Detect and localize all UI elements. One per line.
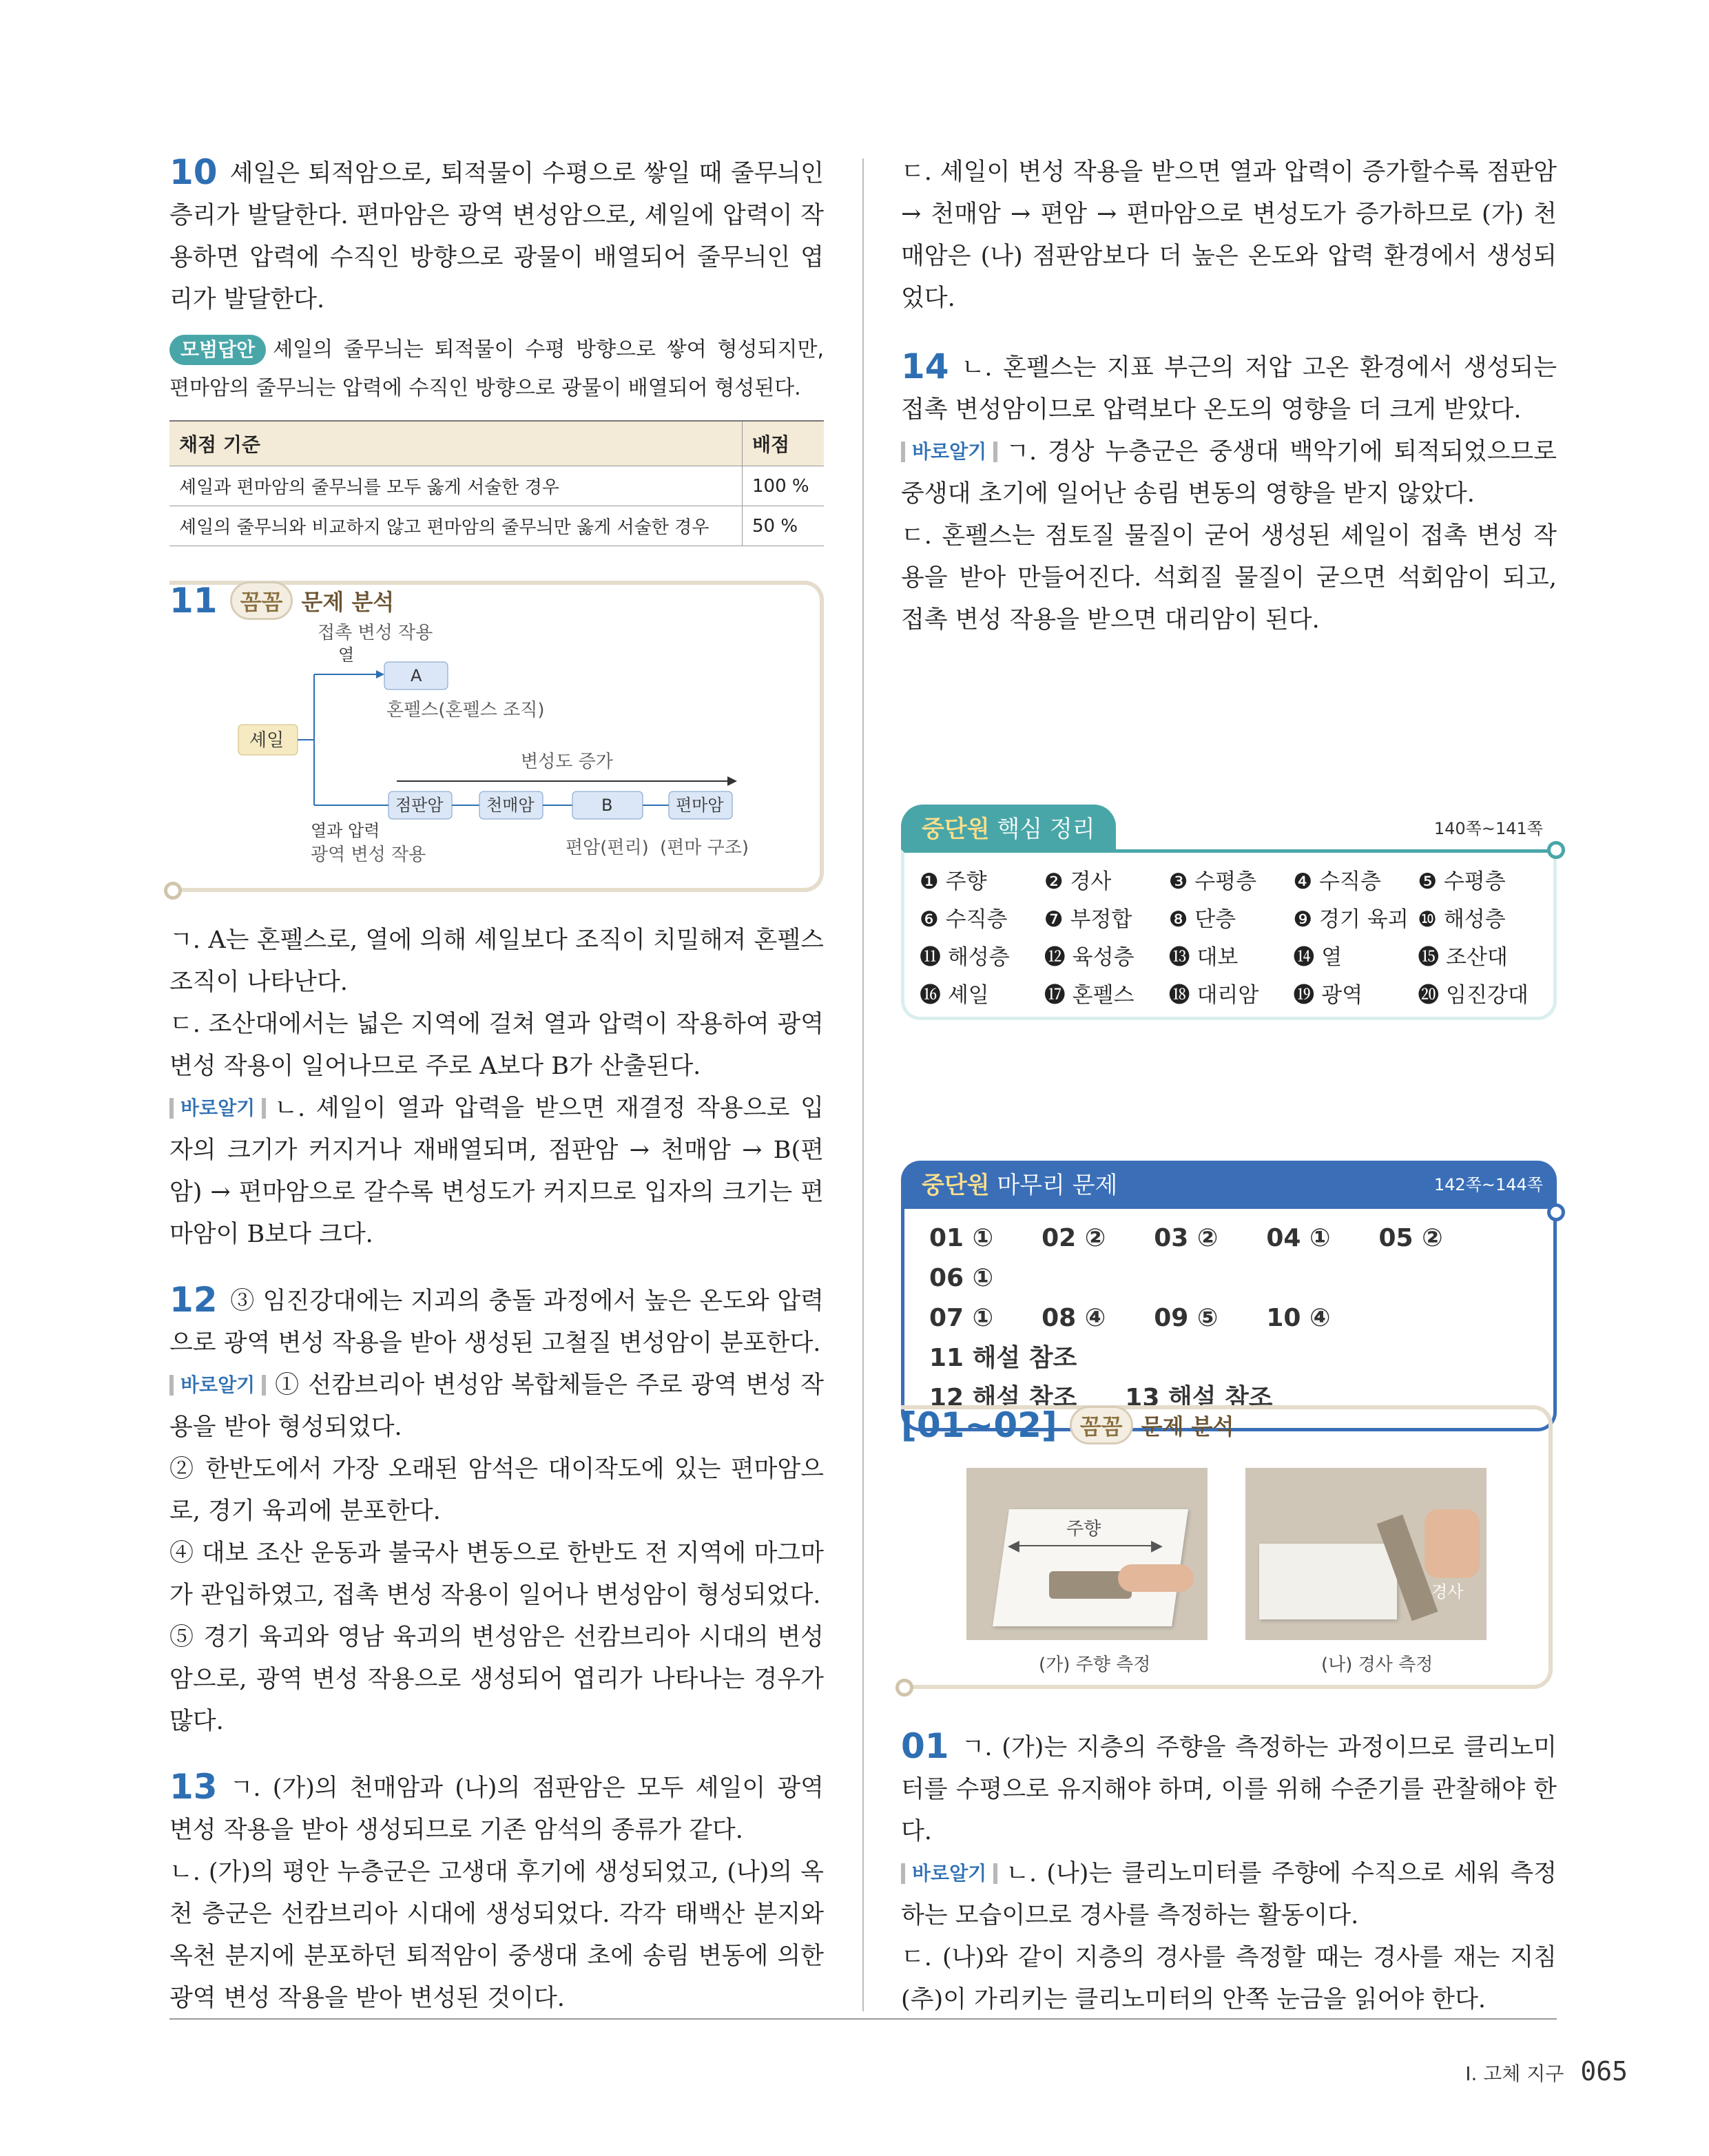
- q12-p2-text: ① 선캄브리아 변성암 복합체들은 주로 광역 변성 작용을 받아 형성되었다.: [169, 1371, 824, 1441]
- question-13-cont: [901, 152, 1557, 320]
- final-pages: 142쪽~144쪽: [1433, 1175, 1543, 1194]
- answer-item: 13 해설 참조: [1125, 1384, 1273, 1412]
- summary-item: ❾ 경기 육괴: [1293, 907, 1409, 932]
- box-endcap: [1547, 1203, 1565, 1221]
- analysis-frame-0102: [901, 1405, 1553, 1689]
- q14-number: 14: [901, 346, 949, 386]
- q01-p2: [901, 1853, 1557, 1937]
- analysis-header: [901, 1405, 1234, 1445]
- q14-p1-text: ㄴ. 혼펠스는 지표 부근의 저압 고온 환경에서 생성되는 접촉 변성암이므로 압력보다 온도의 영향을 더 크게 받았다.: [901, 354, 1557, 424]
- summary-item: ❷ 경사: [1044, 869, 1112, 894]
- question-10: [169, 152, 824, 546]
- bottom-rule: [169, 2018, 1557, 2020]
- footer-section: Ⅰ. 고체 지구: [1465, 2062, 1564, 2085]
- q01-p3: ㄷ. (나)와 같이 지층의 경사를 측정할 때는 경사를 재는 지침(추)이 가리키는 클리노미터의 안쪽 눈금을 읽어야 한다.: [901, 1944, 1557, 2013]
- label-regional: 광역 변성 작용: [311, 844, 426, 865]
- answer-item: 08 ④: [1042, 1304, 1106, 1332]
- answer-item: 10 ④: [1266, 1304, 1331, 1332]
- summary-item: ❻ 수직층: [920, 907, 1008, 932]
- final-header: [901, 1161, 1557, 1205]
- summary-item: ⓭ 대보: [1168, 945, 1239, 970]
- question-11: [169, 581, 824, 1256]
- grading-header-criteria: 채점 기준: [169, 421, 743, 466]
- page-footer: [1465, 2056, 1628, 2086]
- label-increase: 변성도 증가: [521, 752, 613, 772]
- q11-p2: ㄷ. 조산대에서는 넓은 지역에 걸쳐 열과 압력이 작용하여 광역 변성 작용이 일어나므로 주로 A보다 B가 산출된다.: [169, 1010, 824, 1080]
- q12-number: 12: [169, 1280, 218, 1320]
- q11-p3-text: ㄴ. 셰일이 열과 압력을 받으면 재결정 작용으로 입자의 크기가 커지거나 재배열되며, 점판암 → 천매암 → B(편암) → 편마암으로 갈수록 변성도가 커지므로 입자의 크기는 편마암이 B보다 크다.: [169, 1095, 824, 1248]
- model-answer-text: 셰일의 줄무늬는 퇴적물이 수평 방향으로 쌓여 형성되지만, 편마암의 줄무늬는 압력에 수직인 방향으로 광물이 배열되어 형성된다.: [169, 338, 824, 400]
- q01-p1-text: ㄱ. (가)는 지층의 주향을 측정하는 과정이므로 클리노미터를 수평으로 유지해야 하며, 이를 위해 수준기를 관찰해야 한다.: [901, 1734, 1557, 1845]
- summary-tab: [901, 805, 1116, 849]
- q12-p4: ④ 대보 조산 운동과 불국사 변동으로 한반도 전 지역에 마그마가 관입하였고, 접촉 변성 작용이 일어나 변성암이 형성되었다.: [169, 1540, 824, 1609]
- analysis-title: 문제 분석: [301, 589, 395, 615]
- label-phyllite: 천매암: [486, 796, 535, 815]
- label-gneiss-structure: (편마 구조): [660, 838, 749, 858]
- hand-icon: [1425, 1509, 1480, 1578]
- question-12: [169, 1279, 824, 1743]
- q14-p2: [901, 431, 1557, 515]
- summary-grid: [920, 864, 1542, 1008]
- right-column: [901, 152, 1557, 665]
- q10-number: 10: [169, 152, 218, 192]
- q13-p3: ㄷ. 셰일이 변성 작용을 받으면 열과 압력이 증가할수록 점판암 → 천매암 → 편암 → 편마암으로 변성도가 증가하므로 (가) 천매암은 (나) 점판암보다 더 높은 온도와 압력 환경에서 생성되었다.: [901, 158, 1557, 312]
- summary-item: ⓯ 조산대: [1418, 945, 1508, 970]
- q01-number: 01: [901, 1726, 949, 1766]
- summary-title-a: 중단원: [922, 816, 990, 843]
- answer-item: 02 ②: [1042, 1224, 1106, 1252]
- kkomkkom-badge: 꼼꼼: [230, 581, 293, 620]
- q11-p1: ㄱ. A는 혼펠스로, 열에 의해 셰일보다 조직이 치밀해져 혼펠스 조직이 나타난다.: [169, 926, 824, 996]
- arrowhead: [376, 670, 384, 678]
- summary-item: ❼ 부정합: [1044, 907, 1132, 932]
- answer-row: [929, 1298, 1540, 1378]
- summary-title-b: 핵심 정리: [997, 816, 1095, 843]
- summary-item: ⓮ 열: [1293, 945, 1343, 970]
- label-slate: 점판암: [395, 796, 444, 815]
- correction-label: 바로알기: [901, 442, 997, 462]
- summary-item: ⓳ 광역: [1293, 983, 1363, 1008]
- answer-item: 06 ①: [929, 1264, 994, 1292]
- q13-p1: [169, 1766, 824, 1852]
- table-row: [169, 506, 824, 546]
- grading-cell: 셰일과 편마암의 줄무늬를 모두 옳게 서술한 경우: [169, 466, 743, 506]
- summary-item: ❹ 수직층: [1293, 869, 1381, 894]
- hand-icon: [1118, 1564, 1194, 1592]
- label-gneiss: 편마암: [676, 796, 724, 815]
- answer-item: 09 ⑤: [1154, 1304, 1219, 1332]
- q01-p1: [901, 1725, 1557, 1853]
- analysis-box-0102: [901, 1405, 1553, 1689]
- q13-p2: ㄴ. (가)의 평안 누층군은 고생대 후기에 생성되었고, (나)의 옥천 층군은 선캄브리아 시대에 생성되었다. 각각 태백산 분지와 옥천 분지에 분포하던 퇴적암이 중생대 초에 송림 변동에 의한 광역 변성 작용을 받아 변성된 것이다.: [169, 1858, 824, 2012]
- q10-body: 셰일은 퇴적암으로, 퇴적물이 수평으로 쌓일 때 줄무늬인 층리가 발달한다. 편마암은 광역 변성암으로, 셰일에 압력이 작용하면 압력에 수직인 방향으로 광물이 배열되어 줄무늬인 엽리가 발달한다.: [169, 160, 824, 313]
- label-shale: 셰일: [249, 730, 284, 751]
- question-14: [901, 346, 1557, 641]
- photo-b-label: 경사: [1431, 1582, 1464, 1602]
- arrowhead: [727, 776, 737, 786]
- label-A: A: [411, 666, 422, 685]
- label-contact: 접촉 변성 작용: [318, 623, 433, 643]
- q13-number: 13: [169, 1767, 218, 1807]
- correction-label: 바로알기: [901, 1863, 997, 1884]
- left-column: [169, 152, 824, 2043]
- label-schist: 편암(편리): [566, 838, 649, 858]
- q0102-number: [01~02]: [901, 1405, 1057, 1445]
- arrow-left-icon: ◀: [1008, 1537, 1019, 1555]
- grading-cell: 셰일의 줄무늬와 비교하지 않고 편마암의 줄무늬만 옳게 서술한 경우: [169, 506, 743, 546]
- q12-p5: ⑤ 경기 육괴와 영남 육괴의 변성암은 선캄브리아 시대의 변성암으로, 광역 변성 작용으로 생성되어 엽리가 나타나는 경우가 많다.: [169, 1624, 824, 1735]
- q12-p2: [169, 1365, 824, 1449]
- summary-item: ⓬ 육성층: [1044, 945, 1135, 970]
- q13-p1-text: ㄱ. (가)의 천매암과 (나)의 점판암은 모두 셰일이 광역 변성 작용을 받아 생성되므로 기존 암석의 종류가 같다.: [169, 1774, 824, 1844]
- table-row: [169, 466, 824, 506]
- question-01: [901, 1725, 1557, 2021]
- summary-item: ⓱ 혼펠스: [1044, 983, 1135, 1008]
- q11-p3: [169, 1088, 824, 1256]
- summary-pages: 140쪽~141쪽: [1433, 819, 1543, 838]
- answer-item: 05 ②: [1378, 1224, 1443, 1252]
- column-divider: [862, 158, 864, 2011]
- q14-p2-text: ㄱ. 경상 누층군은 중생대 백악기에 퇴적되었으므로 중생대 초기에 일어난 송림 변동의 영향을 받지 않았다.: [901, 438, 1557, 508]
- page-number: 065: [1580, 2056, 1628, 2086]
- grading-cell: 50 %: [743, 506, 825, 546]
- q14-p3: ㄷ. 혼펠스는 점토질 물질이 굳어 생성된 셰일이 접촉 변성 작용을 받아 만들어진다. 석회질 물질이 굳으면 석회암이 되고, 접촉 변성 작용을 받으면 대리암이 된다.: [901, 522, 1557, 634]
- box-endcap: [895, 1679, 913, 1697]
- summary-item: ⓰ 셰일: [920, 983, 989, 1008]
- arrow-right-icon: ▶: [1151, 1537, 1163, 1555]
- grading-cell: 100 %: [743, 466, 825, 506]
- photo-a-label: 주향: [1066, 1519, 1101, 1540]
- final-tab: [901, 1161, 1557, 1205]
- analysis-title: 문제 분석: [1141, 1413, 1234, 1440]
- correction-label: 바로알기: [169, 1098, 266, 1119]
- summary-item: ⓲ 대리암: [1168, 983, 1259, 1008]
- model-answer: [169, 331, 824, 408]
- answer-item: 12 해설 참조: [929, 1384, 1077, 1412]
- summary-item: ❽ 단층: [1168, 907, 1236, 932]
- summary-box: [901, 849, 1557, 1020]
- summary-item: ⓴ 임진강대: [1418, 983, 1529, 1008]
- grading-header-score: 배점: [743, 421, 825, 466]
- summary-item: ❿ 해성층: [1418, 907, 1506, 932]
- correction-label: 바로알기: [169, 1375, 266, 1396]
- label-heat: 열: [338, 645, 355, 665]
- label-heatpress: 열과 압력: [311, 821, 380, 840]
- answer-item: 03 ②: [1154, 1224, 1219, 1252]
- q11-number: 11: [169, 581, 218, 621]
- label-B: B: [601, 796, 613, 815]
- paper-stack: [1259, 1544, 1397, 1619]
- summary-item: ❸ 수평층: [1168, 869, 1257, 894]
- final-title-a: 중단원: [922, 1172, 990, 1199]
- answer-item: 07 ①: [929, 1304, 994, 1332]
- final-title-b: 마무리 문제: [997, 1172, 1118, 1199]
- summary-item: ❺ 수평층: [1418, 869, 1506, 894]
- photo-b-caption: (나) 경사 측정: [1321, 1655, 1433, 1675]
- final-box: [901, 1205, 1557, 1431]
- analysis-box-11: [169, 581, 824, 892]
- q14-p1: [901, 346, 1557, 431]
- model-answer-badge: 모범답안: [169, 335, 266, 365]
- final-problems-section: [901, 1161, 1557, 1431]
- q12-p3: ② 한반도에서 가장 오래된 암석은 대이작도에 있는 편마암으로, 경기 육괴에 분포한다.: [169, 1455, 824, 1525]
- q01-p2-text: ㄴ. (나)는 클리노미터를 주향에 수직으로 세워 측정하는 모습이므로 경사를 측정하는 활동이다.: [901, 1860, 1557, 1929]
- answer-item: 11 해설 참조: [929, 1344, 1077, 1372]
- photo-strike: [966, 1468, 1208, 1640]
- answer-item: 01 ①: [929, 1224, 994, 1252]
- answer-list: [929, 1219, 1540, 1418]
- grading-table: [169, 420, 824, 546]
- summary-header: [901, 805, 1557, 849]
- strike-arrow: [1016, 1545, 1154, 1546]
- key-summary-section: [901, 805, 1557, 1020]
- box-endcap: [164, 882, 182, 900]
- summary-item: ⓫ 해성층: [920, 945, 1010, 970]
- answer-row: [929, 1219, 1540, 1298]
- kkomkkom-badge: 꼼꼼: [1070, 1406, 1133, 1444]
- answer-item: 04 ①: [1266, 1224, 1331, 1252]
- box-endcap: [1547, 841, 1565, 859]
- q10-text: [169, 152, 824, 321]
- summary-item: ❶ 주향: [920, 869, 987, 894]
- photo-dip: [1245, 1468, 1487, 1640]
- question-13: [169, 1766, 824, 2020]
- q12-p1-text: ③ 임진강대에는 지괴의 충돌 과정에서 높은 온도와 압력으로 광역 변성 작용을 받아 생성된 고철질 변성암이 분포한다.: [169, 1287, 824, 1357]
- q12-p1: [169, 1279, 824, 1365]
- photo-a-caption: (가) 주향 측정: [1039, 1655, 1151, 1675]
- metamorphism-diagram: [169, 599, 817, 888]
- label-hornfels: 혼펠스(혼펠스 조직): [386, 700, 545, 721]
